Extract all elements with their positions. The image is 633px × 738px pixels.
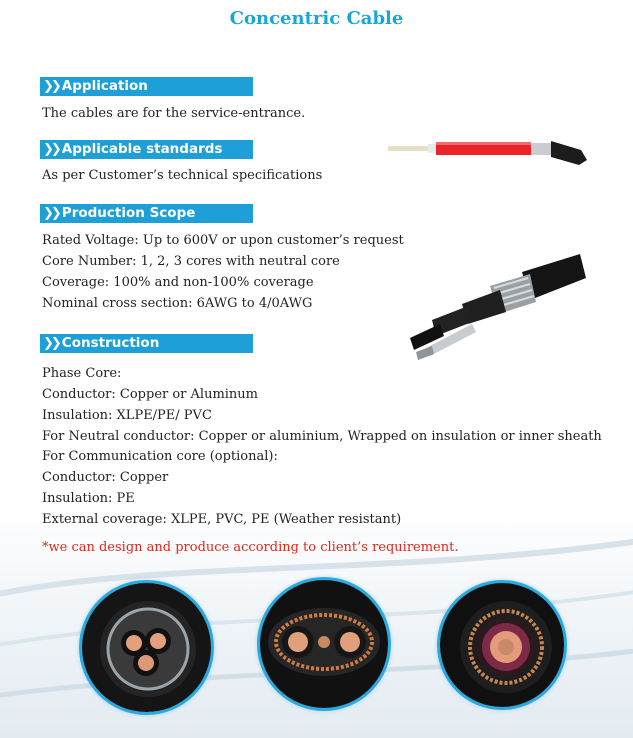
construction-line: Insulation: PE (42, 491, 135, 506)
section-heading-label: Production Scope (61, 205, 196, 221)
double-chevron-right-icon: ❯❯ (43, 142, 59, 157)
cross-section-flat-two-core (260, 580, 388, 708)
construction-line: Conductor: Copper (42, 470, 169, 485)
section-heading-scope (40, 204, 253, 223)
scope-line: Coverage: 100% and non-100% coverage (42, 275, 314, 290)
double-chevron-right-icon: ❯❯ (43, 206, 59, 221)
construction-line: Conductor: Copper or Aluminum (42, 387, 259, 402)
scope-line: Rated Voltage: Up to 600V or upon customer’s request (42, 233, 404, 248)
construction-line: Phase Core: (42, 366, 122, 381)
construction-line: External coverage: XLPE, PVC, PE (Weather resistant) (42, 512, 402, 527)
section-heading-label: Applicable standards (61, 141, 223, 157)
cross-section-single-core (440, 583, 564, 707)
page-title: Concentric Cable (229, 8, 404, 29)
double-chevron-right-icon: ❯❯ (43, 79, 59, 94)
scope-line: Nominal cross section: 6AWG to 4/0AWG (42, 296, 313, 311)
section-heading-construction (40, 334, 253, 353)
concentric-cable-photo (402, 252, 588, 364)
application-text: The cables are for the service-entrance. (42, 106, 306, 121)
standards-text: As per Customer’s technical specifications (42, 168, 323, 183)
cross-section-three-core (82, 583, 211, 712)
construction-line: For Communication core (optional): (42, 449, 278, 464)
construction-line: Insulation: XLPE/PE/ PVC (42, 408, 212, 423)
requirement-note: *we can design and produce according to client’s requirement. (42, 540, 459, 555)
section-heading-label: Application (61, 78, 148, 94)
double-chevron-right-icon: ❯❯ (43, 336, 59, 351)
red-cable-photo (385, 132, 590, 172)
section-heading-label: Construction (61, 335, 160, 351)
construction-line: For Neutral conductor: Copper or aluminium, Wrapped on insulation or inner sheath (42, 429, 602, 444)
section-heading-standards (40, 140, 253, 159)
section-heading-application (40, 77, 253, 96)
scope-line: Core Number: 1, 2, 3 cores with neutral core (42, 254, 340, 269)
